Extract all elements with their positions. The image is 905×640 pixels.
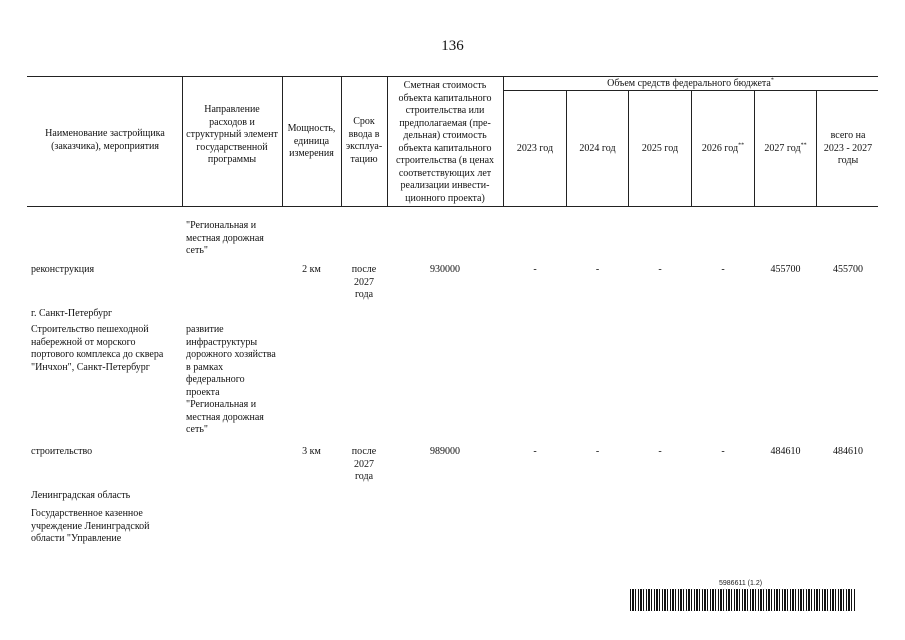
object-label: Строительство пешеходной набережной от морского портового комплекса до сквера "Инчхон", Санкт-Петербург (31, 324, 164, 373)
header-term: Срок ввода в эксплуа-тацию (345, 116, 383, 165)
program-label: развитие инфраструктуры дорожного хозяйства в рамках федерального проекта "Региональная и местная дорожная сеть" (186, 324, 276, 435)
barcode-image (630, 589, 856, 611)
row-construction-name: строительство (31, 446, 93, 457)
row-reconstruction-capacity: 2 км (302, 264, 321, 275)
header-year-2026 (692, 143, 754, 156)
row-construction-term: после 2027 года (351, 446, 377, 482)
region-label: г. Санкт-Петербург (31, 308, 113, 319)
row-reconstruction-term: после 2027 года (351, 264, 377, 300)
col-divider (182, 76, 183, 207)
barcode-number: 5986611 (1.2) (719, 580, 763, 587)
row-construction-cost: 989000 (430, 446, 460, 457)
year-footnote-mark: ** (800, 142, 807, 149)
header-year-2025 (629, 143, 691, 156)
col-divider (282, 76, 283, 207)
header-year-2027 (755, 143, 816, 156)
program-label: "Региональная и местная дорожная сеть" (186, 220, 264, 256)
header-budget-group (505, 78, 876, 91)
year-footnote-mark: ** (738, 142, 745, 149)
row-reconstruction-2026: - (721, 264, 725, 275)
row-reconstruction-2024: - (595, 264, 600, 275)
header-direction: Направление расходов и структурный элемент государственной программы (186, 104, 278, 165)
page-number: 136 (441, 38, 464, 54)
budget-group-footnote-mark: * (770, 77, 774, 84)
header-capacity: Мощность, единица измерения (287, 123, 336, 159)
year-label: 2026 год (701, 143, 739, 154)
col-divider (816, 90, 817, 207)
table-header-bottom-border (27, 206, 878, 207)
year-label: 2027 год (764, 143, 801, 154)
row-reconstruction-2025: - (658, 264, 662, 275)
year-label: 2023 год (516, 143, 554, 154)
row-reconstruction-name: реконструкция (31, 264, 95, 275)
year-label: 2024 год (579, 143, 616, 154)
row-reconstruction-2023: - (533, 264, 537, 275)
col-divider (387, 76, 388, 207)
row-construction-total: 484610 (833, 446, 863, 457)
table-top-border (27, 76, 878, 77)
header-name: Наименование застройщика (заказчика), мероприятия (45, 128, 165, 152)
row-construction-2025: - (658, 446, 662, 457)
row-construction-2024: - (595, 446, 600, 457)
row-construction-2026: - (721, 446, 725, 457)
region-label: Ленинградская область (31, 490, 131, 501)
header-year-2024 (567, 143, 628, 156)
header-total: всего на 2023 - 2027 годы (823, 130, 873, 166)
row-reconstruction-cost: 930000 (430, 264, 460, 275)
header-year-2023 (504, 143, 566, 156)
col-divider (503, 76, 504, 207)
year-label: 2025 год (641, 143, 679, 154)
row-construction-capacity: 3 км (302, 446, 321, 457)
budget-group-title: Объем средств федерального бюджета (607, 78, 771, 89)
row-reconstruction-2027: 455700 (770, 264, 801, 275)
col-divider (341, 76, 342, 207)
row-construction-2027: 484610 (770, 446, 801, 457)
row-construction-2023: - (533, 446, 537, 457)
row-reconstruction-total: 455700 (833, 264, 863, 275)
header-cost: Сметная стоимость объекта капитального строительства или предполагаемая (пре-дельная) стоимость объекта капитального строительства (в ценах соответствующих лет реализации инвести-ционного проекта) (395, 80, 495, 204)
object-label: Государственное казенное учреждение Ленинградской области "Управление (31, 508, 150, 544)
